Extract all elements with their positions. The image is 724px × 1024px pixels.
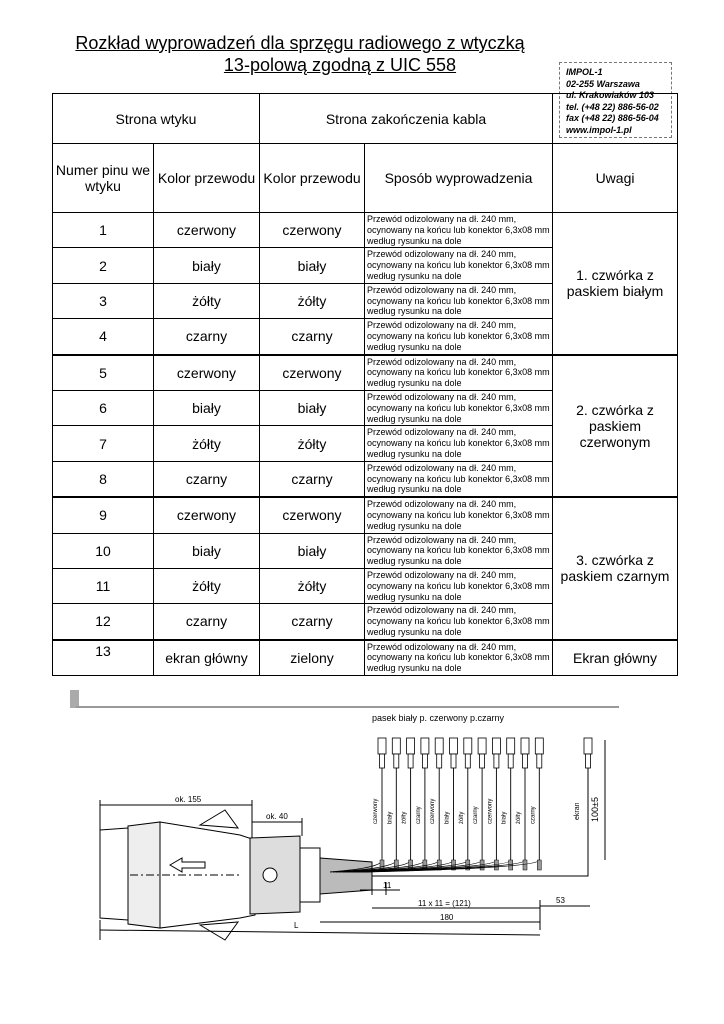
color-cable-cell: biały [260, 533, 365, 568]
wire-color-label: żółty [401, 811, 408, 824]
color-cable-cell: żółty [260, 283, 365, 318]
column-header-row [53, 144, 678, 213]
wire-color-label: czarny [415, 806, 422, 824]
table-row [53, 355, 678, 391]
wire-terminal-sleeve [465, 754, 470, 768]
pin-cell: 11 [53, 568, 154, 603]
dim-label-40: ok. 40 [266, 812, 288, 821]
wire-color-label: czerwony [487, 798, 494, 824]
method-cell: Przewód odizolowany na dł. 240 mm, ocynowany na końcu lub konektor 6,3x08 mm według rysunku na dole [365, 533, 553, 568]
dim-label-53: 53 [556, 896, 565, 905]
pinout-table [52, 93, 678, 676]
wire-terminal [478, 738, 486, 754]
header-method: Sposób wyprowadzenia [365, 144, 553, 213]
color-cable-cell: czerwony [260, 213, 365, 248]
wire-terminal [535, 738, 543, 754]
method-cell: Przewód odizolowany na dł. 240 mm, ocynowany na końcu lub konektor 6,3x08 mm według rysunku na dole [365, 319, 553, 355]
method-cell: Przewód odizolowany na dł. 240 mm, ocynowany na końcu lub konektor 6,3x08 mm według rysunku na dole [365, 213, 553, 248]
plug-latch [200, 810, 238, 828]
wire-terminal-sleeve [523, 754, 528, 768]
plug-screw [263, 868, 277, 882]
pin-cell: 12 [53, 604, 154, 640]
shield-terminal [584, 738, 592, 754]
wire-terminal-sleeve [422, 754, 427, 768]
method-cell: Przewód odizolowany na dł. 240 mm, ocynowany na końcu lub konektor 6,3x08 mm według rysunku na dole [365, 355, 553, 391]
color-cable-cell: żółty [260, 426, 365, 461]
color-plug-cell: czarny [154, 461, 260, 497]
color-cable-cell: czerwony [260, 497, 365, 533]
pin-cell: 8 [53, 461, 154, 497]
wire-legend: pasek biały p. czerwony p.czarny [372, 713, 505, 723]
color-cable-cell: biały [260, 390, 365, 425]
company-address-city: 02-255 Warszawa [566, 78, 640, 89]
wire-terminal [450, 738, 458, 754]
method-cell: Przewód odizolowany na dł. 240 mm, ocynowany na końcu lub konektor 6,3x08 mm według rysunku na dole [365, 604, 553, 640]
shield-label: ekran [574, 802, 581, 820]
wire-terminal [435, 738, 443, 754]
method-cell: Przewód odizolowany na dł. 240 mm, ocynowany na końcu lub konektor 6,3x08 mm według rysunku na dole [365, 248, 553, 283]
color-cable-cell: czarny [260, 461, 365, 497]
group-empty [553, 94, 678, 144]
pin-cell: 2 [53, 248, 154, 283]
shield-terminal-sleeve [586, 754, 591, 768]
color-cable-cell: żółty [260, 568, 365, 603]
method-cell: Przewód odizolowany na dł. 240 mm, ocynowany na końcu lub konektor 6,3x08 mm według rysunku na dole [365, 390, 553, 425]
wire-terminal-sleeve [537, 754, 542, 768]
wire-color-label: czerwony [430, 798, 437, 824]
group-header-row [53, 94, 678, 144]
document-title-line1: Rozkład wyprowadzeń dla sprzęgu radiowego z wtyczką [75, 33, 525, 53]
company-name: IMPOL-1 [566, 67, 603, 77]
color-cable-cell: zielony [260, 640, 365, 676]
color-plug-cell: żółty [154, 426, 260, 461]
table-row [53, 640, 678, 676]
group-cable-side: Strona zakończenia kabla [260, 94, 553, 144]
wire-color-label: czarny [530, 806, 537, 824]
pin-cell: 1 [53, 213, 154, 248]
color-cable-cell: czerwony [260, 355, 365, 391]
color-cable-cell: czarny [260, 319, 365, 355]
wire-terminal [378, 738, 386, 754]
wire-terminal [507, 738, 515, 754]
wire-terminal-sleeve [480, 754, 485, 768]
dim-label-180: 180 [440, 913, 454, 922]
wire-terminal [464, 738, 472, 754]
wire-marker [509, 860, 513, 870]
color-plug-cell: żółty [154, 283, 260, 318]
company-web: www.impol-1.pl [566, 124, 632, 135]
method-cell: Przewód odizolowany na dł. 240 mm, ocynowany na końcu lub konektor 6,3x08 mm według rysunku na dole [365, 568, 553, 603]
company-address-street: ul. Krakowiaków 103 [566, 90, 655, 100]
wire-terminal-sleeve [380, 754, 385, 768]
wire-terminal-sleeve [437, 754, 442, 768]
dim-label-L: L [294, 921, 299, 930]
color-plug-cell: czerwony [154, 497, 260, 533]
plug-rear [100, 828, 128, 920]
wire-color-label: żółty [516, 811, 522, 824]
method-cell: Przewód odizolowany na dł. 240 mm, ocynowany na końcu lub konektor 6,3x08 mm według rysunku na dole [365, 497, 553, 533]
wire-terminal-sleeve [494, 754, 499, 768]
color-plug-cell: ekran główny [154, 640, 260, 676]
notes-group-2: 2. czwórka z paskiem czerwonym [553, 355, 678, 498]
wire-terminal-sleeve [508, 754, 513, 768]
cable-drawing [0, 700, 724, 1024]
dim-line-L [100, 930, 540, 935]
color-plug-cell: biały [154, 248, 260, 283]
notes-group-3: 3. czwórka z paskiem czarnym [553, 497, 678, 640]
notes-main-shield: Ekran główny [553, 640, 678, 676]
color-plug-cell: czerwony [154, 355, 260, 391]
dim-label-100: 100±5 [590, 797, 600, 822]
wire-color-label: czarny [473, 806, 480, 824]
color-plug-cell: biały [154, 533, 260, 568]
pin-cell: 9 [53, 497, 154, 533]
method-cell: Przewód odizolowany na dł. 240 mm, ocynowany na końcu lub konektor 6,3x08 mm według rysunku na dole [365, 283, 553, 318]
method-cell: Przewód odizolowany na dł. 240 mm, ocynowany na końcu lub konektor 6,3x08 mm według rysunku na dole [365, 461, 553, 497]
wire-color-label: biały [387, 811, 394, 824]
dim-label-11: 11 [383, 881, 392, 890]
header-notes: Uwagi [553, 144, 678, 213]
wire-terminal [492, 738, 500, 754]
color-plug-cell: czerwony [154, 213, 260, 248]
method-cell: Przewód odizolowany na dł. 240 mm, ocynowany na końcu lub konektor 6,3x08 mm według rysunku na dole [365, 640, 553, 676]
header-color-plug: Kolor przewodu [154, 144, 260, 213]
color-cable-cell: biały [260, 248, 365, 283]
notes-group-1: 1. czwórka z paskiem białym [553, 213, 678, 355]
wire-terminal-sleeve [451, 754, 456, 768]
wire-color-label: biały [444, 811, 451, 824]
group-plug-side: Strona wtyku [53, 94, 260, 144]
pin-cell: 5 [53, 355, 154, 391]
wire-terminal [407, 738, 415, 754]
wire-color-label: czerwony [373, 798, 379, 824]
color-plug-cell: biały [154, 390, 260, 425]
table-row [53, 497, 678, 533]
pin-cell: 7 [53, 426, 154, 461]
wire-color-label: żółty [458, 811, 465, 824]
color-cable-cell: czarny [260, 604, 365, 640]
pin-cell: 3 [53, 283, 154, 318]
wire-color-label: biały [501, 811, 508, 824]
wire-line [345, 768, 454, 872]
color-plug-cell: żółty [154, 568, 260, 603]
dim-label-121: 11 x 11 = (121) [418, 899, 471, 908]
company-tel: tel. (+48 22) 886-56-02 [566, 101, 659, 112]
wire-marker [537, 860, 541, 870]
plug-neck [300, 848, 320, 902]
wire-terminal [421, 738, 429, 754]
pin-cell: 10 [53, 533, 154, 568]
header-color-cable: Kolor przewodu [260, 144, 365, 213]
pin-cell: 6 [53, 390, 154, 425]
wire-marker [494, 860, 498, 870]
document-title-line2: 13-polową zgodną z UIC 558 [223, 55, 457, 75]
method-cell: Przewód odizolowany na dł. 240 mm, ocynowany na końcu lub konektor 6,3x08 mm według rysunku na dole [365, 426, 553, 461]
dim-label-155: ok. 155 [175, 795, 202, 804]
color-plug-cell: czarny [154, 319, 260, 355]
wire-marker [523, 860, 527, 870]
wire-terminal-sleeve [408, 754, 413, 768]
pin-cell: 13 [53, 640, 154, 676]
pin-cell: 4 [53, 319, 154, 355]
header-pin: Numer pinu we wtyku [53, 144, 154, 213]
color-plug-cell: czarny [154, 604, 260, 640]
wire-line [360, 768, 525, 872]
wire-terminal-sleeve [394, 754, 399, 768]
table-row [53, 213, 678, 248]
wire-terminal [521, 738, 529, 754]
cable-sheath [320, 858, 372, 894]
wire-terminal [392, 738, 400, 754]
company-fax: fax (+48 22) 886-56-04 [566, 113, 659, 123]
